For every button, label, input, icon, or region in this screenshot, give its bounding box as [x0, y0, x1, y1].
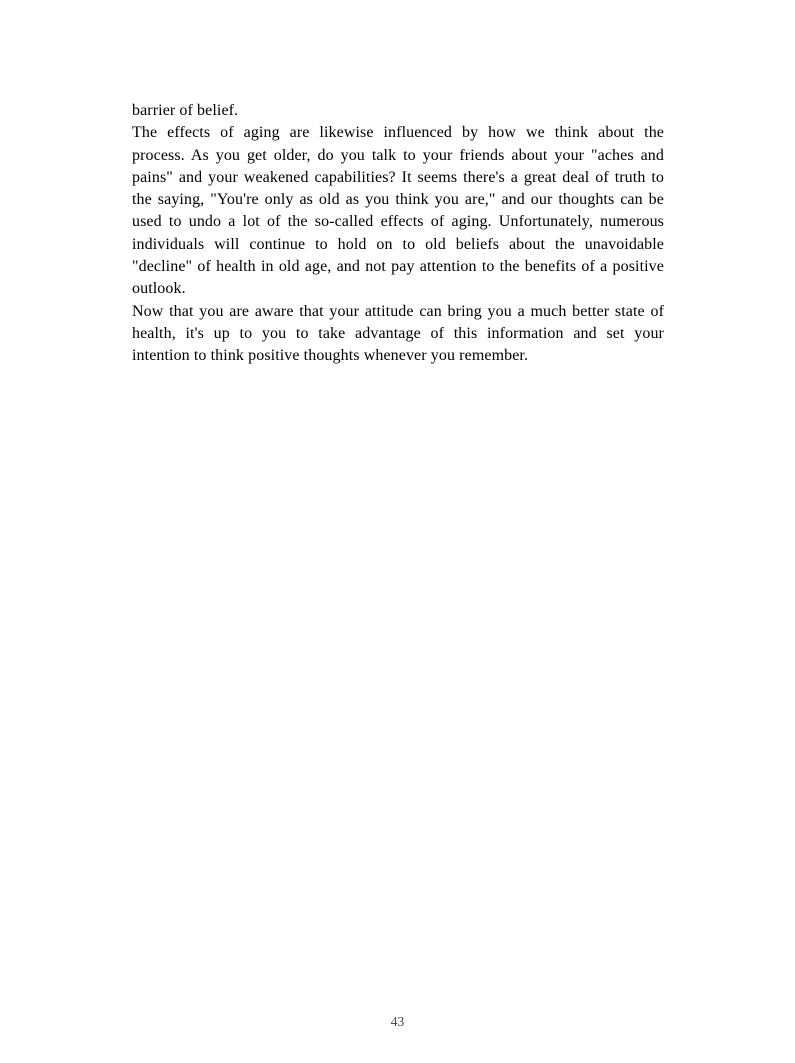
text-line: health, it's up to you to take advantage of this information and set your [132, 324, 664, 342]
page-text-block [132, 100, 664, 368]
text-line: intention to think positive thoughts whenever you remember. [132, 347, 529, 365]
text-line: "decline" of health in old age, and not pay attention to the benefits of a positive [132, 258, 664, 276]
text-line: pains" and your weakened capabilities? It seems there's a great deal of truth to [132, 168, 664, 186]
text-line: The effects of aging are likewise influenced by how we think about the [132, 124, 664, 142]
text-line: process. As you get older, do you talk to your friends about your "aches and [132, 146, 664, 164]
paragraph [132, 100, 664, 122]
text-line: individuals will continue to hold on to old beliefs about the unavoidable [132, 235, 664, 253]
page-number: 43 [390, 1014, 405, 1029]
text-line: outlook. [132, 280, 186, 298]
text-line: Now that you are aware that your attitude can bring you a much better state of [132, 302, 664, 320]
text-line: barrier of belief. [132, 102, 239, 119]
paragraph [132, 122, 664, 300]
text-line: the saying, "You're only as old as you think you are," and our thoughts can be [132, 191, 664, 209]
text-line: used to undo a lot of the so-called effects of aging. Unfortunately, numerous [132, 213, 664, 231]
paragraph [132, 301, 664, 368]
